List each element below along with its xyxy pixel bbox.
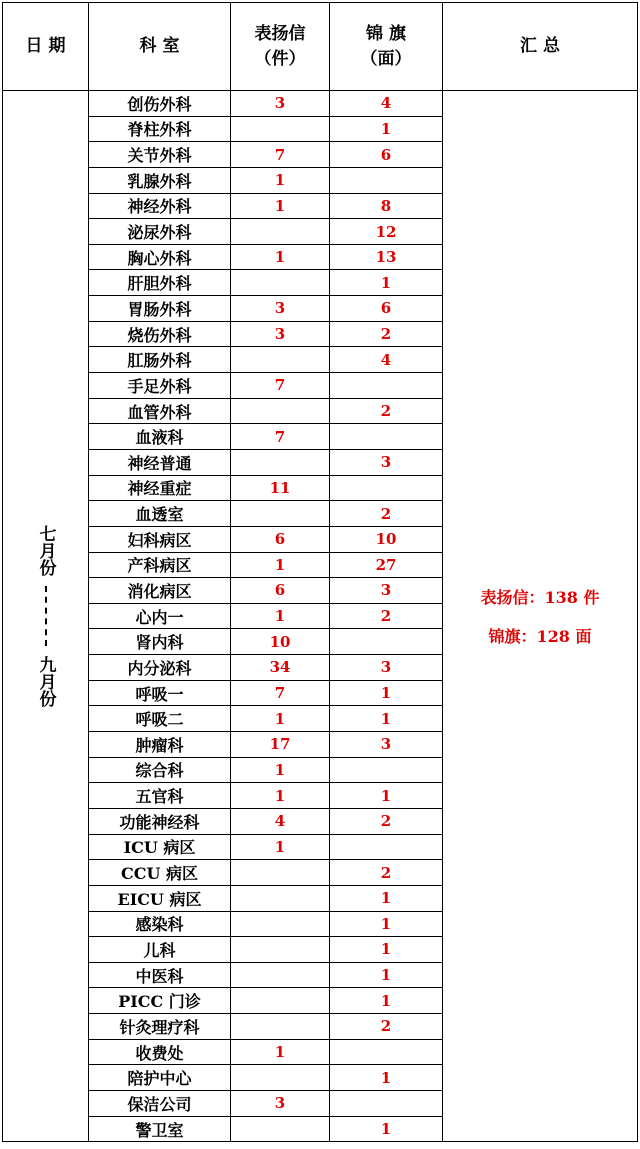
letters-cell: 1 — [231, 783, 330, 808]
header-dept — [89, 3, 231, 91]
table-row — [89, 963, 443, 989]
dept-cell: 五官科 — [89, 783, 231, 808]
dept-cell: 针灸理疗科 — [89, 1014, 231, 1039]
letters-cell: 1 — [231, 604, 330, 629]
dept-cell: 胸心外科 — [89, 245, 231, 270]
header-summary-label: 汇 总 — [520, 36, 560, 56]
dept-cell: 警卫室 — [89, 1117, 231, 1143]
flags-cell: 6 — [330, 296, 443, 321]
dept-cell: 烧伤外科 — [89, 322, 231, 347]
table-row — [89, 270, 443, 296]
flags-cell: 1 — [330, 117, 443, 142]
header-summary — [443, 3, 637, 91]
dept-cell: 呼吸二 — [89, 706, 231, 731]
letters-cell — [231, 501, 330, 526]
letters-cell: 1 — [231, 706, 330, 731]
letters-cell — [231, 347, 330, 372]
table-row — [89, 758, 443, 784]
flags-cell: 1 — [330, 783, 443, 808]
flags-cell: 2 — [330, 399, 443, 424]
letters-cell: 3 — [231, 1091, 330, 1116]
dept-cell: 神经普通 — [89, 450, 231, 475]
dept-cell: 消化病区 — [89, 578, 231, 603]
dept-cell: 妇科病区 — [89, 527, 231, 552]
flags-cell: 4 — [330, 91, 443, 116]
table-row — [89, 578, 443, 604]
header-flags-line2: （面） — [360, 48, 412, 69]
letters-cell: 3 — [231, 322, 330, 347]
flags-cell: 13 — [330, 245, 443, 270]
date-range-dash — [45, 586, 47, 646]
flags-cell: 1 — [330, 1117, 443, 1143]
letters-cell: 1 — [231, 835, 330, 860]
table-row — [89, 1014, 443, 1040]
flags-cell: 1 — [330, 988, 443, 1013]
flags-cell — [330, 373, 443, 398]
flags-cell: 4 — [330, 347, 443, 372]
letters-cell: 6 — [231, 578, 330, 603]
summary-letters-total: 表扬信：138 件 — [480, 588, 600, 607]
letters-cell — [231, 117, 330, 142]
letters-cell: 1 — [231, 553, 330, 578]
dept-cell: 儿科 — [89, 937, 231, 962]
letters-cell: 1 — [231, 245, 330, 270]
dept-cell: 关节外科 — [89, 142, 231, 167]
summary-flags-total: 锦旗：128 面 — [488, 627, 592, 646]
header-letters-line1: 表扬信 — [254, 23, 306, 44]
table-row — [89, 835, 443, 861]
dept-cell: 肿瘤科 — [89, 732, 231, 757]
table-row — [89, 1040, 443, 1066]
flags-cell: 2 — [330, 501, 443, 526]
table-row — [89, 322, 443, 348]
table-row — [89, 937, 443, 963]
dept-cell: 收费处 — [89, 1040, 231, 1065]
dept-cell: CCU 病区 — [89, 860, 231, 885]
dept-cell: 综合科 — [89, 758, 231, 783]
dept-cell: 脊柱外科 — [89, 117, 231, 142]
letters-cell: 7 — [231, 681, 330, 706]
table-row — [89, 681, 443, 707]
table-row — [89, 168, 443, 194]
header-flags-line1: 锦 旗 — [366, 23, 406, 44]
table-row — [89, 245, 443, 271]
table-row — [89, 860, 443, 886]
letters-cell — [231, 399, 330, 424]
letters-cell: 1 — [231, 758, 330, 783]
header-letters-line2: （件） — [254, 48, 306, 69]
flags-cell: 2 — [330, 1014, 443, 1039]
department-rows — [89, 91, 443, 1142]
table-row — [89, 424, 443, 450]
flags-cell: 2 — [330, 322, 443, 347]
flags-cell: 1 — [330, 706, 443, 731]
dept-cell: 血管外科 — [89, 399, 231, 424]
table-row — [89, 296, 443, 322]
summary-cell — [443, 91, 637, 1141]
letters-cell: 10 — [231, 629, 330, 654]
table-row — [89, 117, 443, 143]
dept-cell: 神经重症 — [89, 476, 231, 501]
flags-cell — [330, 629, 443, 654]
letters-cell — [231, 1065, 330, 1090]
letters-cell — [231, 886, 330, 911]
flags-cell: 1 — [330, 886, 443, 911]
dept-cell: 胃肠外科 — [89, 296, 231, 321]
table-row — [89, 450, 443, 476]
flags-cell — [330, 168, 443, 193]
date-range-cell — [3, 91, 89, 1141]
flags-cell — [330, 424, 443, 449]
dept-cell: 呼吸一 — [89, 681, 231, 706]
flags-cell: 6 — [330, 142, 443, 167]
dept-cell: 血液科 — [89, 424, 231, 449]
letters-cell — [231, 963, 330, 988]
flags-cell: 3 — [330, 732, 443, 757]
dept-cell: 肝胆外科 — [89, 270, 231, 295]
letters-cell: 3 — [231, 91, 330, 116]
commendation-table — [2, 2, 638, 1142]
flags-cell: 1 — [330, 1065, 443, 1090]
letters-cell: 7 — [231, 142, 330, 167]
flags-cell: 2 — [330, 860, 443, 885]
letters-cell — [231, 860, 330, 885]
flags-cell: 2 — [330, 604, 443, 629]
dept-cell: 肾内科 — [89, 629, 231, 654]
letters-cell: 17 — [231, 732, 330, 757]
header-date — [3, 3, 89, 91]
dept-cell: 中医科 — [89, 963, 231, 988]
dept-cell: ICU 病区 — [89, 835, 231, 860]
dept-cell: 泌尿外科 — [89, 219, 231, 244]
letters-cell: 7 — [231, 424, 330, 449]
dept-cell: 产科病区 — [89, 553, 231, 578]
date-end: 九月份 — [35, 656, 56, 707]
flags-cell — [330, 835, 443, 860]
letters-cell: 7 — [231, 373, 330, 398]
letters-cell: 34 — [231, 655, 330, 680]
table-row — [89, 629, 443, 655]
table-row — [89, 219, 443, 245]
date-start: 七月份 — [35, 525, 56, 576]
table-row — [89, 783, 443, 809]
dept-cell: 创伤外科 — [89, 91, 231, 116]
header-date-label: 日 期 — [25, 36, 66, 56]
table-row — [89, 347, 443, 373]
table-row — [89, 142, 443, 168]
header-letters — [231, 3, 330, 91]
dept-cell: 手足外科 — [89, 373, 231, 398]
flags-cell: 27 — [330, 553, 443, 578]
dept-cell: 陪护中心 — [89, 1065, 231, 1090]
table-row — [89, 553, 443, 579]
table-row — [89, 706, 443, 732]
letters-cell — [231, 1117, 330, 1143]
letters-cell — [231, 988, 330, 1013]
flags-cell — [330, 758, 443, 783]
flags-cell — [330, 1040, 443, 1065]
flags-cell: 1 — [330, 937, 443, 962]
dept-cell: 血透室 — [89, 501, 231, 526]
table-row — [89, 1065, 443, 1091]
flags-cell: 1 — [330, 912, 443, 937]
letters-cell: 1 — [231, 168, 330, 193]
table-row — [89, 912, 443, 938]
letters-cell — [231, 1014, 330, 1039]
letters-cell: 1 — [231, 1040, 330, 1065]
dept-cell: EICU 病区 — [89, 886, 231, 911]
dept-cell: 乳腺外科 — [89, 168, 231, 193]
table-row — [89, 809, 443, 835]
letters-cell: 6 — [231, 527, 330, 552]
flags-cell: 1 — [330, 681, 443, 706]
header-dept-label: 科 室 — [139, 36, 180, 56]
letters-cell: 4 — [231, 809, 330, 834]
table-row — [89, 194, 443, 220]
letters-cell — [231, 270, 330, 295]
table-row — [89, 1117, 443, 1143]
letters-cell — [231, 450, 330, 475]
flags-cell: 12 — [330, 219, 443, 244]
dept-cell: 心内一 — [89, 604, 231, 629]
table-row — [89, 1091, 443, 1117]
flags-cell: 3 — [330, 450, 443, 475]
dept-cell: PICC 门诊 — [89, 988, 231, 1013]
table-row — [89, 732, 443, 758]
dept-cell: 保洁公司 — [89, 1091, 231, 1116]
table-row — [89, 91, 443, 117]
table-row — [89, 988, 443, 1014]
table-row — [89, 527, 443, 553]
letters-cell — [231, 937, 330, 962]
flags-cell: 2 — [330, 809, 443, 834]
table-row — [89, 604, 443, 630]
letters-cell: 11 — [231, 476, 330, 501]
table-row — [89, 399, 443, 425]
table-row — [89, 886, 443, 912]
flags-cell: 1 — [330, 963, 443, 988]
dept-cell: 肛肠外科 — [89, 347, 231, 372]
flags-cell: 1 — [330, 270, 443, 295]
flags-cell — [330, 476, 443, 501]
letters-cell: 1 — [231, 194, 330, 219]
table-row — [89, 476, 443, 502]
dept-cell: 内分泌科 — [89, 655, 231, 680]
flags-cell: 3 — [330, 578, 443, 603]
table-row — [89, 655, 443, 681]
header-flags — [330, 3, 443, 91]
dept-cell: 神经外科 — [89, 194, 231, 219]
letters-cell — [231, 219, 330, 244]
flags-cell: 10 — [330, 527, 443, 552]
flags-cell: 8 — [330, 194, 443, 219]
flags-cell: 3 — [330, 655, 443, 680]
flags-cell — [330, 1091, 443, 1116]
letters-cell: 3 — [231, 296, 330, 321]
table-row — [89, 501, 443, 527]
dept-cell: 感染科 — [89, 912, 231, 937]
letters-cell — [231, 912, 330, 937]
table-row — [89, 373, 443, 399]
dept-cell: 功能神经科 — [89, 809, 231, 834]
